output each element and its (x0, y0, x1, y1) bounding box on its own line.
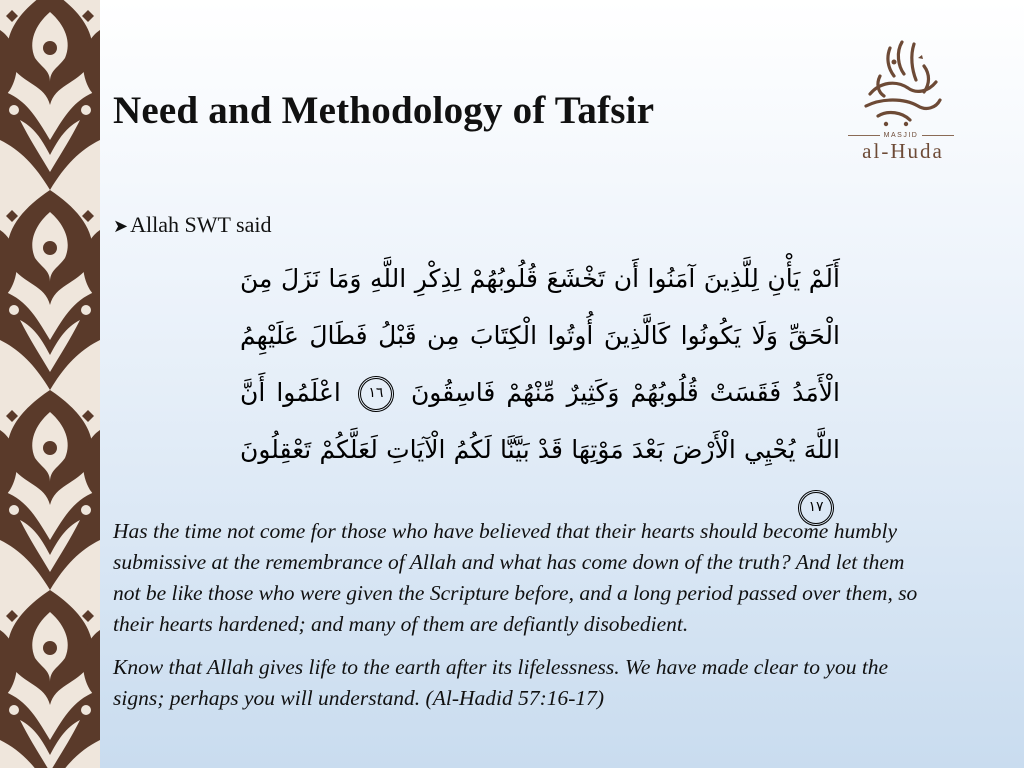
masjid-logo (838, 36, 964, 166)
arabesque-pattern-icon (0, 0, 100, 768)
bullet-item (113, 212, 271, 238)
translation-paragraph-1: Has the time not come for those who have believed that their hearts should become humbly submissive at the remembrance of Allah and what has come down of the truth? And let them not be like those who were given the Scripture before, and a long period passed over them, so their hearts hardened; and many of them are defiantly disobedient. (113, 519, 918, 636)
ayah-number-16: ١٦ (358, 376, 394, 412)
arrow-bullet-icon: ➤ (113, 216, 129, 236)
ayah-number-17: ١٧ (798, 490, 834, 526)
translation-paragraph-2: Know that Allah gives life to the earth after its lifelessness. We have made clear to you the signs; perhaps you will understand. (Al-Hadid 57:16-17) (113, 655, 889, 710)
decorative-border (0, 0, 100, 768)
masjid-label: MASJID (883, 131, 919, 139)
logo-name: al-Huda (862, 139, 944, 163)
translation-block (113, 516, 923, 714)
divider (922, 135, 954, 136)
arabic-verse-16: أَلَمْ يَأْنِ لِلَّذِينَ آمَنُوا أَن تَخْشَعَ قُلُوبُهُمْ لِذِكْرِ اللَّهِ وَمَا نَزَلَ مِنَ الْحَقِّ وَلَا يَكُونُوا كَالَّذِينَ أُوتُوا الْكِتَابَ مِن قَبْلُ فَطَالَ عَلَيْهِمُ الْأَمَدُ فَقَسَتْ قُلُوبُهُمْ وَكَثِيرٌ مِّنْهُمْ فَاسِقُونَ (240, 264, 840, 407)
arabic-verse-17: اعْلَمُوا أَنَّ اللَّهَ يُحْيِي الْأَرْضَ بَعْدَ مَوْتِهَا قَدْ بَيَّنَّا لَكُمُ الْآيَاتِ لَعَلَّكُمْ تَعْقِلُونَ (240, 378, 840, 464)
quran-verse (240, 250, 840, 535)
slide-title: Need and Methodology of Tafsir (113, 89, 655, 132)
divider (848, 135, 880, 136)
bullet-text: Allah SWT said (130, 212, 272, 237)
calligraphy-logo-icon (856, 36, 946, 128)
